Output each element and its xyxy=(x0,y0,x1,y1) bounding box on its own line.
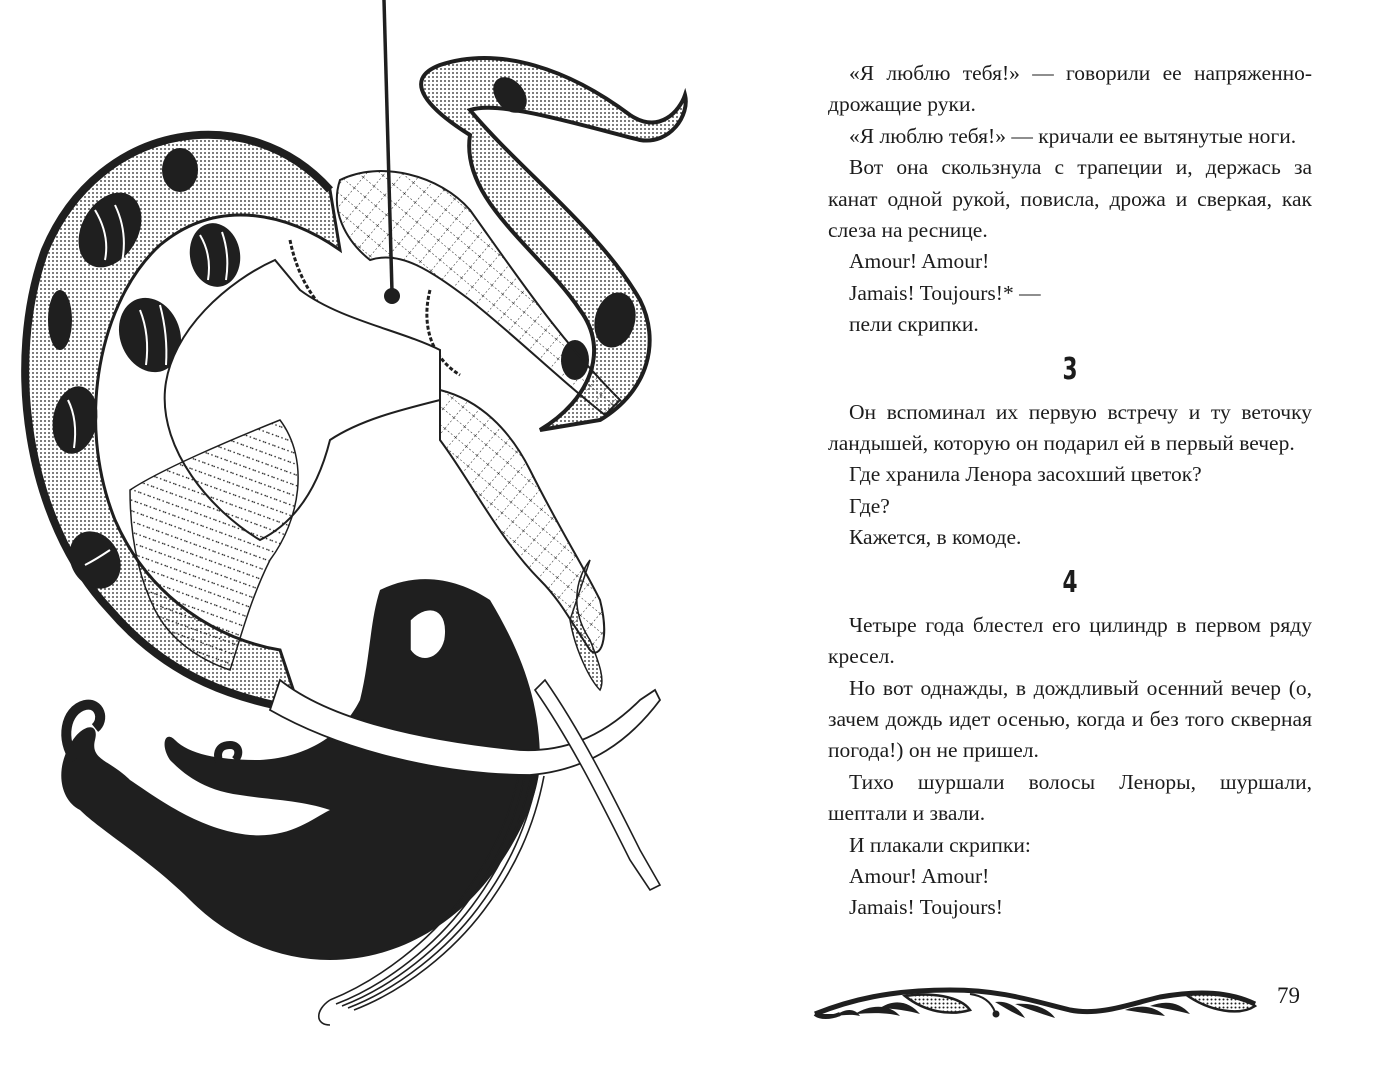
paragraph: И плакали скрипки: xyxy=(849,832,1031,857)
chapter-number-4: 4 xyxy=(1062,564,1078,600)
paragraph: Кажется, в комоде. xyxy=(849,525,1022,550)
paragraph: «Я люблю тебя!» — кричали ее вытянутые ноги. xyxy=(849,123,1297,148)
paragraph: Где? xyxy=(849,493,890,518)
paragraph: Но вот однажды, в дождливый осенний вечер (о, зачем дождь идет осенью, когда и без того скверная погода!) он не пришел. xyxy=(828,675,1312,763)
paragraph: Тихо шуршали волосы Леноры, шуршали, шептали и звали. xyxy=(828,769,1312,826)
floral-vine-ornament-icon xyxy=(810,982,1260,1022)
verse-line: пели скрипки. xyxy=(849,312,979,337)
verse-line: Jamais! Toujours!* — xyxy=(849,280,1041,305)
verse-line: Amour! Amour! xyxy=(849,863,990,888)
verse-line: Jamais! Toujours! xyxy=(849,895,1003,920)
text-column xyxy=(828,58,1312,924)
verse-line: Amour! Amour! xyxy=(849,249,990,274)
paragraph: Вот она скользнула с трапеции и, держась за канат одной рукой, повисла, дрожа и сверкая, как слеза на реснице. xyxy=(828,155,1312,243)
paragraph: Четыре года блестел его цилиндр в первом ряду кресел. xyxy=(828,612,1312,669)
page-number: 79 xyxy=(1277,983,1300,1008)
paragraph: Он вспоминал их первую встречу и ту веточку ландышей, которую он подарил ей в первый вечер. xyxy=(828,399,1312,456)
chapter-number-3: 3 xyxy=(1062,351,1078,387)
paragraph: «Я люблю тебя!» — говорили ее напряженно-дрожащие руки. xyxy=(828,61,1312,117)
paragraph: Где хранила Ленора засохший цветок? xyxy=(849,462,1202,487)
right-page xyxy=(720,0,1395,1080)
